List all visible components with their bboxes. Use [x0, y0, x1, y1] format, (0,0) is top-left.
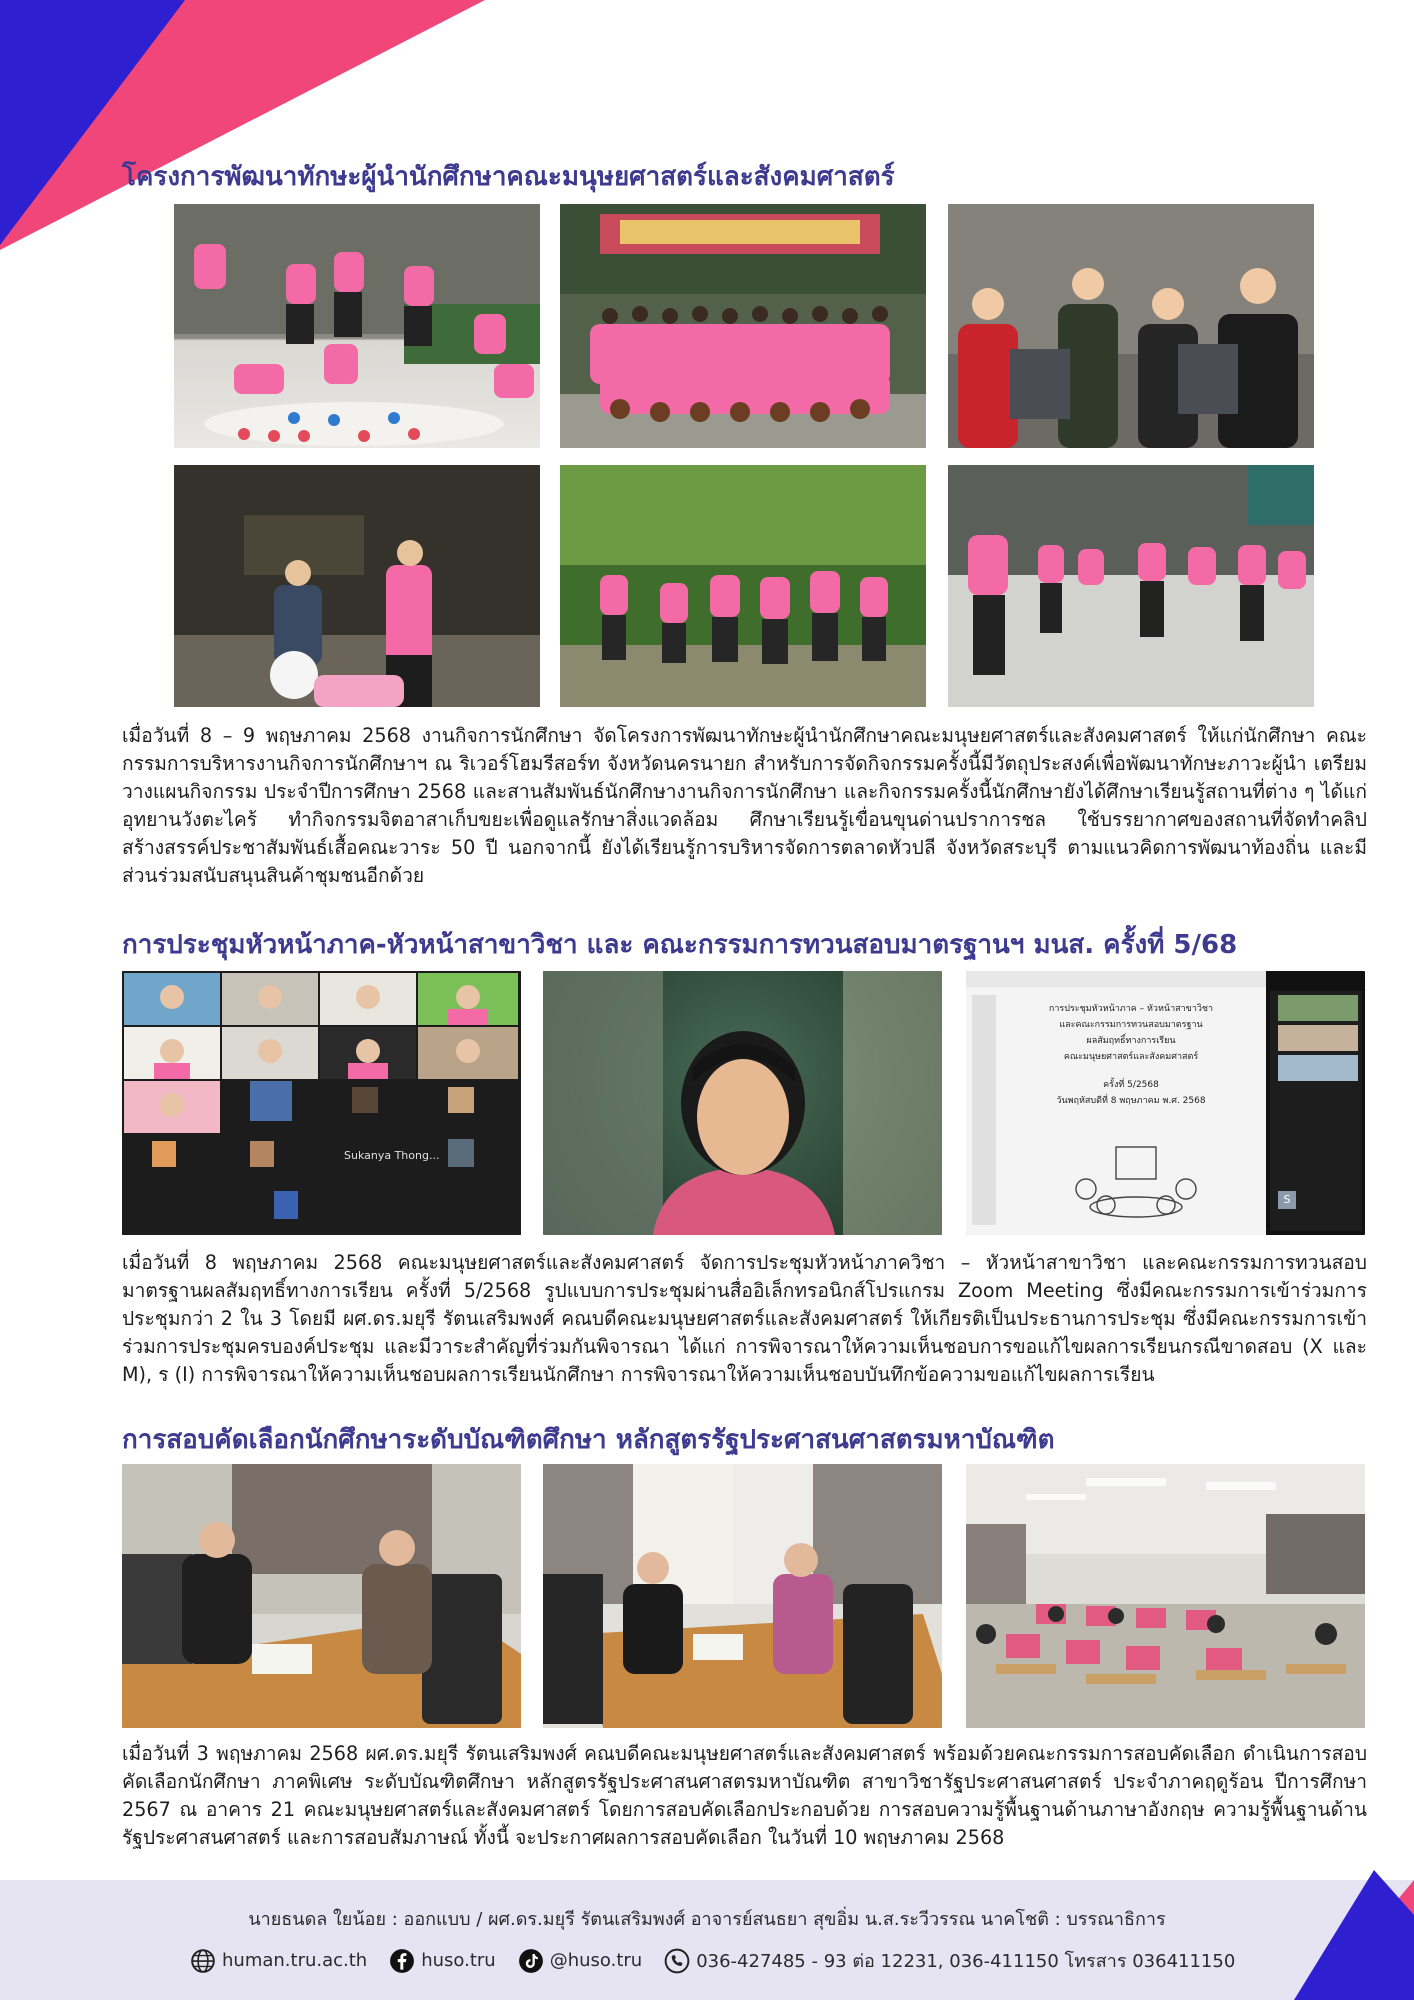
slide-line-2: และคณะกรรมการทวนสอบมาตรฐาน — [1059, 1020, 1203, 1030]
corner-decoration-bottom — [1294, 1870, 1414, 2000]
globe-icon — [190, 1948, 216, 1974]
contact-website[interactable] — [190, 1948, 367, 1974]
slide-line-3: ผลสัมฤทธิ์ทางการเรียน — [1086, 1036, 1176, 1046]
section-title-leadership: โครงการพัฒนาทักษะผู้นำนักศึกษาคณะมนุษยศาสตร์และสังคมศาสตร์ — [122, 162, 895, 192]
slide-line-5: ครั้งที่ 5/2568 — [1103, 1080, 1159, 1090]
facebook-link[interactable]: huso.tru — [421, 1950, 496, 1971]
contact-facebook[interactable] — [389, 1948, 495, 1974]
slide-line-1: การประชุมหัวหน้าภาค – หัวหน้าสาขาวิชา — [1048, 1004, 1214, 1014]
zoom-avatar-initial: S — [1278, 1191, 1296, 1209]
slide-line-6: วันพฤหัสบดีที่ 8 พฤษภาคม พ.ศ. 2568 — [1056, 1096, 1206, 1106]
section-body-meeting: เมื่อวันที่ 8 พฤษภาคม 2568 คณะมนุษยศาสตร์และสังคมศาสตร์ จัดการประชุมหัวหน้าภาควิชา – หัวหน้าสาขาวิชา และคณะกรรมการทวนสอบมาตรฐานผลสัมฤทธิ์ทางการเรียน ครั้งที่ 5/2568 รูปแบบการประชุมผ่านสื่ออิเล็กทรอนิกส์โปรแกรม Zoom Meeting ซึ่งมีคณะกรรมการเข้าร่วมการประชุมกว่า 2 ใน 3 โดยมี ผศ.ดร.มยุรี รัตนเสริมพงศ์ คณบดีคณะมนุษยศาสตร์และสังคมศาสตร์ ให้เกียรติเป็นประธานการประชุม ซึ่งมีคณะกรรมการเข้าร่วมการประชุมครบองค์ประชุม และมีวาระสำคัญที่ร่วมกันพิจารณา ได้แก่ การพิจารณาให้ความเห็นชอบการขอแก้ไขผลการเรียนกรณีขาดสอบ (X และ M), ร (I) การพิจารณาให้ความเห็นชอบผลการเรียนนักศึกษา การพิจารณาให้ความเห็นชอบบันทึกข้อความขอแก้ไขผลการเรียน — [122, 1251, 1367, 1386]
contact-phone[interactable] — [664, 1946, 1235, 1975]
photo-leadership-1 — [174, 204, 540, 448]
photo-leadership-4 — [174, 465, 540, 707]
section-body-leadership: เมื่อวันที่ 8 – 9 พฤษภาคม 2568 งานกิจการนักศึกษา จัดโครงการพัฒนาทักษะผู้นำนักศึกษาคณะมนุษยศาสตร์และสังคมศาสตร์ ให้แก่นักศึกษา คณะกรรมการบริหารงานกิจการนักศึกษาฯ ณ ริเวอร์โฮมรีสอร์ท จังหวัดนครนายก สำหรับการจัดกิจกรรมครั้งนี้มีวัตถุประสงค์เพื่อพัฒนาทักษะภาวะผู้นำ เตรียมวางแผนกิจกรรม ประจำปีการศึกษา 2568 และสานสัมพันธ์นักศึกษางานกิจการนักศึกษา และกิจกรรมครั้งนี้นักศึกษายังได้ศึกษาเรียนรู้สถานที่ต่าง ๆ ได้แก่ อุทยานวังตะไคร้ ทำกิจกรรมจิตอาสาเก็บขยะเพื่อดูแลรักษาสิ่งแวดล้อม ศึกษาเรียนรู้เขื่อนขุนด่านปราการชล ใช้บรรยากาศของสถานที่จัดทำคลิปสร้างสรรค์ประชาสัมพันธ์เสื้อคณะวาระ 50 ปี นอกจากนี้ ยังได้เรียนรู้การบริหารจัดการตลาดหัวปลี จังหวัดสระบุรี ตามแนวคิดการพัฒนาท้องถิ่น และมีส่วนร่วมสนับสนุนสินค้าชุมชนอีกด้วย — [122, 724, 1367, 887]
photo-zoom-slide — [966, 971, 1365, 1235]
photo-exam-room — [966, 1464, 1365, 1728]
contact-tiktok[interactable] — [518, 1948, 642, 1974]
footer — [0, 1880, 1414, 2000]
zoom-name-label: Sukanya Thong... — [344, 1149, 440, 1162]
facebook-icon — [389, 1948, 415, 1974]
phone-number[interactable]: 036-427485 - 93 ต่อ 12231, 036-411150 โทรสาร 036411150 — [696, 1951, 1236, 1972]
photo-zoom-grid — [122, 971, 521, 1235]
footer-contacts — [190, 1946, 1235, 1975]
section-title-selection: การสอบคัดเลือกนักศึกษาระดับบัณฑิตศึกษา หลักสูตรรัฐประศาสนศาสตรมหาบัณฑิต — [122, 1425, 1055, 1455]
photo-leadership-2 — [560, 204, 926, 448]
photo-interview-2 — [543, 1464, 942, 1728]
slide-line-4: คณะมนุษยศาสตร์และสังคมศาสตร์ — [1063, 1052, 1199, 1062]
photo-leadership-5 — [560, 465, 926, 707]
footer-credit: นายธนดล ใยน้อย : ออกแบบ / ผศ.ดร.มยุรี รัตนเสริมพงศ์ อาจารย์สนธยา สุขอิ่ม น.ส.ระวีวรรณ นาคโชติ : บรรณาธิการ — [248, 1909, 1166, 1930]
section-body-selection: เมื่อวันที่ 3 พฤษภาคม 2568 ผศ.ดร.มยุรี รัตนเสริมพงศ์ คณบดีคณะมนุษยศาสตร์และสังคมศาสตร์ พร้อมด้วยคณะกรรมการสอบคัดเลือก ดำเนินการสอบคัดเลือกนักศึกษา ภาคพิเศษ ระดับบัณฑิตศึกษา หลักสูตรรัฐประศาสนศาสตรมหาบัณฑิต สาขาวิชารัฐประศาสนศาสตร์ ประจำภาคฤดูร้อน ปีการศึกษา 2567 ณ อาคาร 21 คณะมนุษยศาสตร์และสังคมศาสตร์ โดยการสอบคัดเลือกประกอบด้วย การสอบความรู้พื้นฐานด้านภาษาอังกฤษ ความรู้พื้นฐานด้านรัฐประศาสนศาสตร์ และการสอบสัมภาษณ์ ทั้งนี้ จะประกาศผลการสอบคัดเลือก ในวันที่ 10 พฤษภาคม 2568 — [122, 1742, 1367, 1849]
phone-icon — [664, 1948, 690, 1974]
section-title-meeting: การประชุมหัวหน้าภาค-หัวหน้าสาขาวิชา และ คณะกรรมการทวนสอบมาตรฐานฯ มนส. ครั้งที่ 5/68 — [122, 930, 1238, 960]
photo-interview-1 — [122, 1464, 521, 1728]
photo-leadership-6 — [948, 465, 1314, 707]
tiktok-icon — [518, 1948, 544, 1974]
photo-zoom-speaker — [543, 971, 942, 1235]
tiktok-link[interactable]: @huso.tru — [549, 1950, 643, 1971]
slide-illustration — [1066, 1141, 1206, 1221]
photo-leadership-3 — [948, 204, 1314, 448]
website-link[interactable]: human.tru.ac.th — [222, 1950, 368, 1971]
